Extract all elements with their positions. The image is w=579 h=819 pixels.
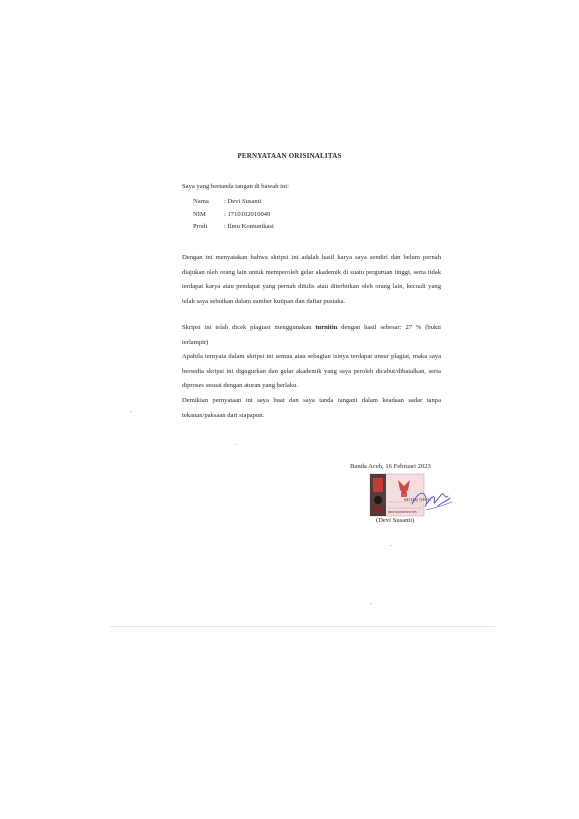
closing-paragraph: Demikian pernyataan ini saya buat dan saya tanda tangani dalam keadaan sadar tanpa tekanan/paksaan dari siapapun.	[182, 397, 441, 419]
identity-fields	[193, 196, 274, 234]
field-value-nim: : 1710102010049	[224, 210, 271, 218]
page-divider	[110, 626, 495, 627]
scan-speck	[235, 444, 237, 445]
document-title: PERNYATAAN ORISINALITAS	[237, 152, 342, 160]
meterai-stamp-icon	[368, 472, 458, 522]
svg-text:METERAI TEMPEL: METERAI TEMPEL	[404, 498, 432, 502]
field-row-nim	[193, 209, 274, 222]
scan-speck	[390, 545, 392, 546]
field-label-nim: NIM	[193, 210, 206, 218]
plagiarism-check-paragraph	[182, 321, 441, 350]
consequence-paragraph: Apabila ternyata dalam skripsi ini semua atau sebagian isinya terdapat unsur plagiat, maka saya bersedia skripsi ini digugurkan dan gelar akademik yang saya peroleh dicabut/dibatalkan, serta diproses sesuai dengan aturan yang berlaku.	[182, 353, 441, 389]
signer-name: (Devi Susanti)	[376, 517, 415, 524]
field-label-nama: Nama	[193, 198, 209, 205]
plagiarism-text-after: dengan hasil sebesar: 27 % (bukti terlampir)	[182, 324, 441, 346]
field-value-nama: : Devi Susanti	[224, 198, 262, 205]
field-row-nama	[193, 196, 274, 209]
scan-speck	[370, 603, 372, 604]
place-date: Banda Aceh, 16 Februari 2023	[350, 463, 431, 470]
scan-speck	[130, 411, 132, 412]
field-value-prodi: : Ilmu Komunikasi	[224, 223, 274, 230]
turnitin-label: turnitin	[315, 324, 338, 331]
statement-paragraph: Dengan ini menyatakan bahwa skripsi ini adalah hasil karya saya sendiri dan belum pernah diajukan oleh orang lain untuk memperoleh gelar akademik di suatu perguruan tinggi, serta tidak terdapat karya atau pendapat yang pernah ditulis atau diterbitkan oleh orang lain, kecuali yang telah saya sebutkan dalam sumber kutipan dan daftar pustaka.	[182, 254, 441, 305]
field-row-prodi	[193, 221, 274, 234]
svg-text:68CE7AKX405557705: 68CE7AKX405557705	[388, 510, 417, 514]
plagiarism-text-before: Skripsi ini telah dicek plagiasi menggunakan	[182, 324, 316, 331]
stamp-signature-area	[368, 472, 458, 522]
field-label-prodi: Prodi	[193, 223, 208, 230]
intro-text: Saya yang bertanda tangan di bawah ini:	[182, 183, 289, 190]
